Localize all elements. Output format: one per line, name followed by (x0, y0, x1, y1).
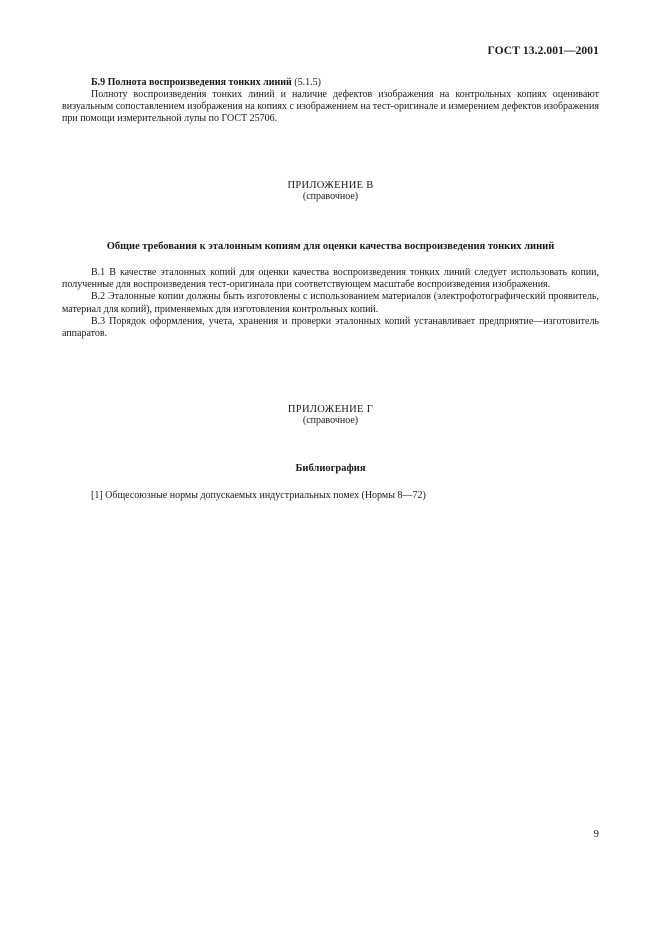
document-code-header: ГОСТ 13.2.001—2001 (487, 45, 599, 57)
section-b9-paragraph: Полноту воспроизведения тонких линий и наличие дефектов изображения на контрольных копиях оценивают визуальным сопоставлением изображения на копиях с изображением на тест-оригинале и измерением дефектов изображения при помощи измерительной лупы по ГОСТ 25706. (62, 89, 599, 125)
bibliography-list (62, 490, 599, 502)
bibliography-heading: Библиография (295, 463, 366, 474)
appendix-v-body (62, 267, 599, 340)
appendix-g-subtitle: (справочное) (302, 415, 359, 426)
appendix-g-title: ПРИЛОЖЕНИЕ Г (287, 404, 374, 415)
section-b9-body (62, 89, 599, 126)
bibliography-entry: [1] Общесоюзные нормы допускаемых индустриальных помех (Нормы 8—72) (91, 490, 426, 501)
section-b9-heading (62, 77, 599, 89)
appendix-v-subtitle: (справочное) (302, 191, 359, 202)
appendix-v-heading: Общие требования к эталонным копиям для оценки качества воспроизведения тонких линий (106, 241, 555, 252)
appendix-v-paragraph-2: В.2 Эталонные копии должны быть изготовлены с использованием материалов (электрофотографический проявитель, материал для копий), применяемых для изготовления контрольных копий. (62, 291, 599, 315)
page-number: 9 (593, 828, 599, 840)
section-b9-ref: (5.1.5) (291, 77, 321, 88)
appendix-v-title: ПРИЛОЖЕНИЕ В (287, 180, 374, 191)
section-b9-title: Б.9 Полнота воспроизведения тонких линий (91, 77, 292, 88)
appendix-v-paragraph-3: В.3 Порядок оформления, учета, хранения и проверки эталонных копий устанавливает предприятие—изготовитель аппаратов. (62, 315, 599, 340)
appendix-v-paragraph-1: В.1 В качестве эталонных копий для оценки качества воспроизведения тонких линий следует использовать копии, полученные для воспроизведения тест-оригинала при соответствующем масштабе воспроизведения изображения. (62, 267, 599, 291)
